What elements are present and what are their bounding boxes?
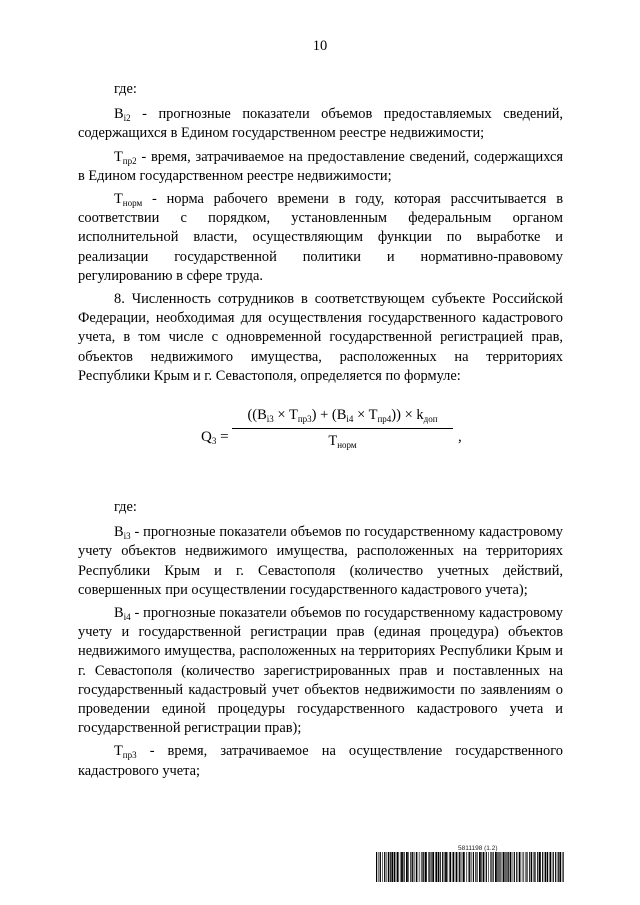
formula-denominator — [230, 429, 455, 451]
formula-lhs-subscript: 3 — [211, 436, 217, 447]
formula-fraction — [230, 406, 455, 451]
symbol: B — [114, 524, 124, 541]
num-part: × T — [353, 407, 378, 424]
symbol-subscript: пр3 — [122, 750, 137, 761]
symbol: T — [114, 191, 123, 208]
definition-tpr2 — [78, 148, 563, 186]
den-subscript: норм — [337, 440, 357, 451]
definition-text: - прогнозные показатели объемов по государственному кадастровому учету объектов недвижимого имущества, расположенных на территориях Республики Крым и г. Севастополя (количество учетных действий, совершенных при осуществлении государственного кадастрового учета); — [78, 524, 563, 598]
num-sub: доп — [423, 414, 438, 425]
num-sub: i4 — [346, 414, 354, 425]
definition-text: - время, затрачиваемое на предоставление сведений, содержащихся в Едином государственном реестре недвижимости; — [78, 148, 563, 184]
definition-bi4 — [78, 604, 563, 738]
formula-equals: = — [216, 429, 229, 446]
symbol-subscript: i4 — [123, 612, 131, 623]
formula-lhs — [201, 428, 229, 447]
formula-lhs-symbol: Q — [201, 429, 212, 446]
document-body — [78, 72, 563, 781]
definition-tpr3 — [78, 742, 563, 780]
where-label-2: где: — [114, 499, 137, 516]
symbol: B — [114, 605, 124, 622]
symbol: B — [114, 106, 124, 123]
symbol-subscript: i2 — [123, 113, 131, 124]
definition-tnorm — [78, 190, 563, 286]
barcode — [376, 852, 564, 882]
num-sub: пр3 — [297, 414, 312, 425]
definition-text: - прогнозные показатели объемов по государственному кадастровому учету и государственной регистрации прав (единая процедура) объектов недвижимого имущества, расположенных на территориях Республики Крым и г. Севастополя (количество зарегистрированных прав и поставленных на государственный кадастровый учет объектов недвижимости по заявлениям о проведении единой процедуры государственного кадастрового учета и государственной регистрации прав); — [78, 605, 563, 737]
formula-numerator — [230, 406, 455, 428]
definition-bi3 — [78, 523, 563, 600]
page-number: 10 — [312, 38, 328, 54]
den-symbol: T — [328, 433, 338, 450]
symbol: T — [114, 148, 123, 165]
symbol-subscript: норм — [122, 198, 143, 209]
definition-text: - время, затрачиваемое на осуществление государственного кадастрового учета; — [78, 743, 563, 779]
symbol-subscript: пр2 — [122, 155, 137, 166]
definition-bi2 — [78, 105, 563, 143]
paragraph-8: 8. Численность сотрудников в соответствующем субъекте Российской Федерации, необходимая для осуществления государственного кадастрового учета, в том числе с одновременной государственной регистрацией прав, объектов недвижимого имущества, расположенных на территориях Республики Крым и г. Севастополя, определяется по формуле: — [78, 291, 563, 384]
num-sub: i3 — [266, 414, 274, 425]
symbol: T — [114, 743, 123, 760]
num-part: )) × k — [391, 407, 424, 424]
num-part: ) + (B — [311, 407, 347, 424]
num-part: ((B — [247, 407, 267, 424]
formula-comma: , — [458, 429, 462, 446]
where-label-1: где: — [114, 81, 137, 97]
definition-text: - норма рабочего времени в году, которая рассчитывается в соответствии с порядком, установленным федеральным органом исполнительной власти, осуществляющим функции по выработке и реализации государственной политики и нормативно-правовому регулированию в сфере труда. — [78, 191, 563, 284]
formula-q3 — [78, 406, 563, 478]
num-sub: пр4 — [377, 414, 392, 425]
symbol-subscript: i3 — [123, 531, 131, 542]
num-part: × T — [273, 407, 298, 424]
definition-text: - прогнозные показатели объемов предоставляемых сведений, содержащихся в Едином государственном реестре недвижимости; — [78, 106, 563, 142]
barcode-id: 5811198 (1.2) — [458, 845, 498, 852]
